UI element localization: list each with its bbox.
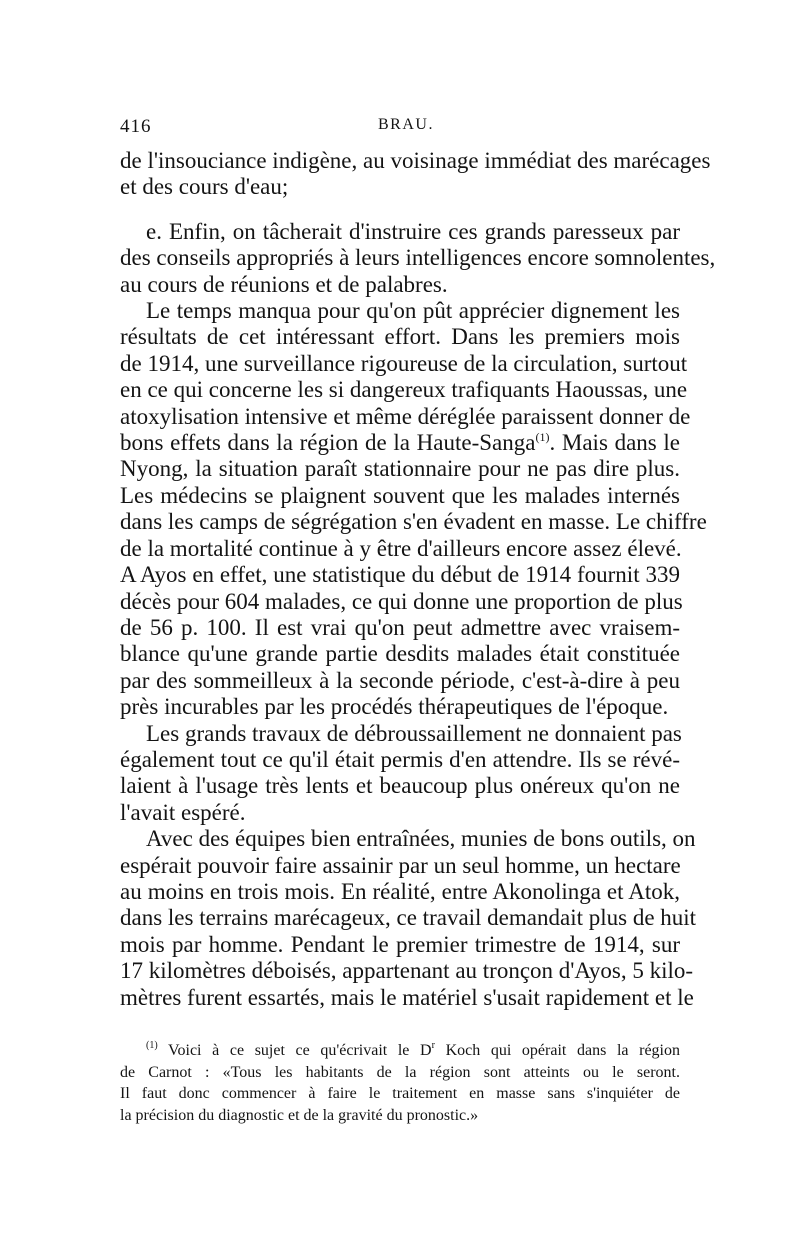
text-fragment: Voici à ce sujet ce qu'écrivait le D bbox=[157, 1042, 432, 1059]
text-line: des conseils appropriés à leurs intelligences encore somnolentes, bbox=[120, 245, 716, 271]
text-line: Les grands travaux de débroussaillement ne donnaient pas bbox=[146, 720, 682, 746]
text-line: mois par homme. Pendant le premier trimestre de 1914, sur bbox=[120, 931, 680, 957]
text-line: également tout ce qu'il était permis d'en attendre. Ils se révé- bbox=[120, 746, 680, 772]
superscript-text: r bbox=[431, 1040, 435, 1051]
text-line: espérait pouvoir faire assainir par un seul homme, un hectare bbox=[120, 852, 681, 878]
text-line: de la mortalité continue à y être d'ailleurs encore assez élevé. bbox=[120, 535, 682, 561]
footnote bbox=[120, 1040, 680, 1126]
text-line: de l'insouciance indigène, au voisinage immédiat des marécages bbox=[120, 148, 711, 173]
text-line: Les médecins se plaignent souvent que les malades internés bbox=[120, 482, 680, 508]
text-line: atoxylisation intensive et même déréglée paraissent donner de bbox=[120, 403, 691, 429]
paragraph-gap bbox=[120, 201, 680, 219]
running-head: BRAU. bbox=[378, 116, 434, 133]
text-fragment: Koch qui opérait dans la région bbox=[434, 1042, 680, 1059]
page-number: 416 bbox=[120, 116, 152, 137]
text-line: de 1914, une surveillance rigoureuse de la circulation, surtout bbox=[120, 350, 688, 376]
text-line-with-note bbox=[120, 430, 680, 456]
text-line: laient à l'usage très lents et beaucoup plus onéreux qu'on ne bbox=[120, 773, 680, 799]
text-line: blance qu'une grande partie desdits malades était constituée bbox=[120, 641, 680, 667]
body-text bbox=[120, 148, 716, 1011]
footnote-marker: (1) bbox=[146, 1040, 158, 1051]
text-line: mètres furent essartés, mais le matériel s'usait rapidement et le bbox=[120, 984, 694, 1010]
text-fragment: . Mais dans le bbox=[549, 430, 681, 456]
text-line: A Ayos en effet, une statistique du début de 1914 fournit 339 bbox=[120, 562, 680, 588]
page-header bbox=[120, 116, 680, 142]
text-line: dans les camps de ségrégation s'en évadent en masse. Le chiffre bbox=[120, 509, 707, 535]
footnote-line: Il faut donc commencer à faire le traitement en masse sans s'inquiéter de bbox=[120, 1085, 680, 1102]
footnote-line bbox=[120, 1040, 680, 1062]
footnote-line: la précision du diagnostic et de la gravité du pronostic.» bbox=[120, 1106, 479, 1124]
text-line: Le temps manqua pour qu'on pût apprécier dignement les bbox=[146, 298, 680, 324]
text-line: 17 kilomètres déboisés, appartenant au tronçon d'Ayos, 5 kilo- bbox=[120, 958, 694, 984]
text-line: e. Enfin, on tâcherait d'instruire ces grands paresseux par bbox=[146, 218, 680, 244]
text-line: au moins en trois mois. En réalité, entre Akonolinga et Atok, bbox=[120, 878, 680, 904]
text-line: l'avait espéré. bbox=[120, 799, 246, 825]
text-fragment: bons effets dans la région de la Haute-Sanga bbox=[120, 430, 536, 456]
footnote-line: de Carnot : «Tous les habitants de la région sont atteints ou le seront. bbox=[120, 1063, 680, 1081]
footnote-reference: (1) bbox=[535, 430, 550, 445]
text-line: en ce qui concerne les si dangereux trafiquants Haoussas, une bbox=[120, 377, 688, 403]
text-line: au cours de réunions et de palabres. bbox=[120, 271, 448, 297]
text-line: décès pour 604 malades, ce qui donne une proportion de plus bbox=[120, 588, 683, 614]
text-line: par des sommeilleux à la seconde période, c'est-à-dire à peu bbox=[120, 667, 680, 693]
text-line: Nyong, la situation paraît stationnaire pour ne pas dire plus. bbox=[120, 456, 680, 482]
text-line: près incurables par les procédés thérapeutiques de l'époque. bbox=[120, 694, 669, 720]
text-line: Avec des équipes bien entraînées, munies de bons outils, on bbox=[146, 826, 696, 852]
text-line: et des cours d'eau; bbox=[120, 174, 289, 200]
text-line: dans les terrains marécageux, ce travail demandait plus de huit bbox=[120, 905, 697, 931]
text-line: résultats de cet intéressant effort. Dans les premiers mois bbox=[120, 324, 680, 350]
text-line: de 56 p. 100. Il est vrai qu'on peut admettre avec vraisem- bbox=[120, 614, 680, 640]
